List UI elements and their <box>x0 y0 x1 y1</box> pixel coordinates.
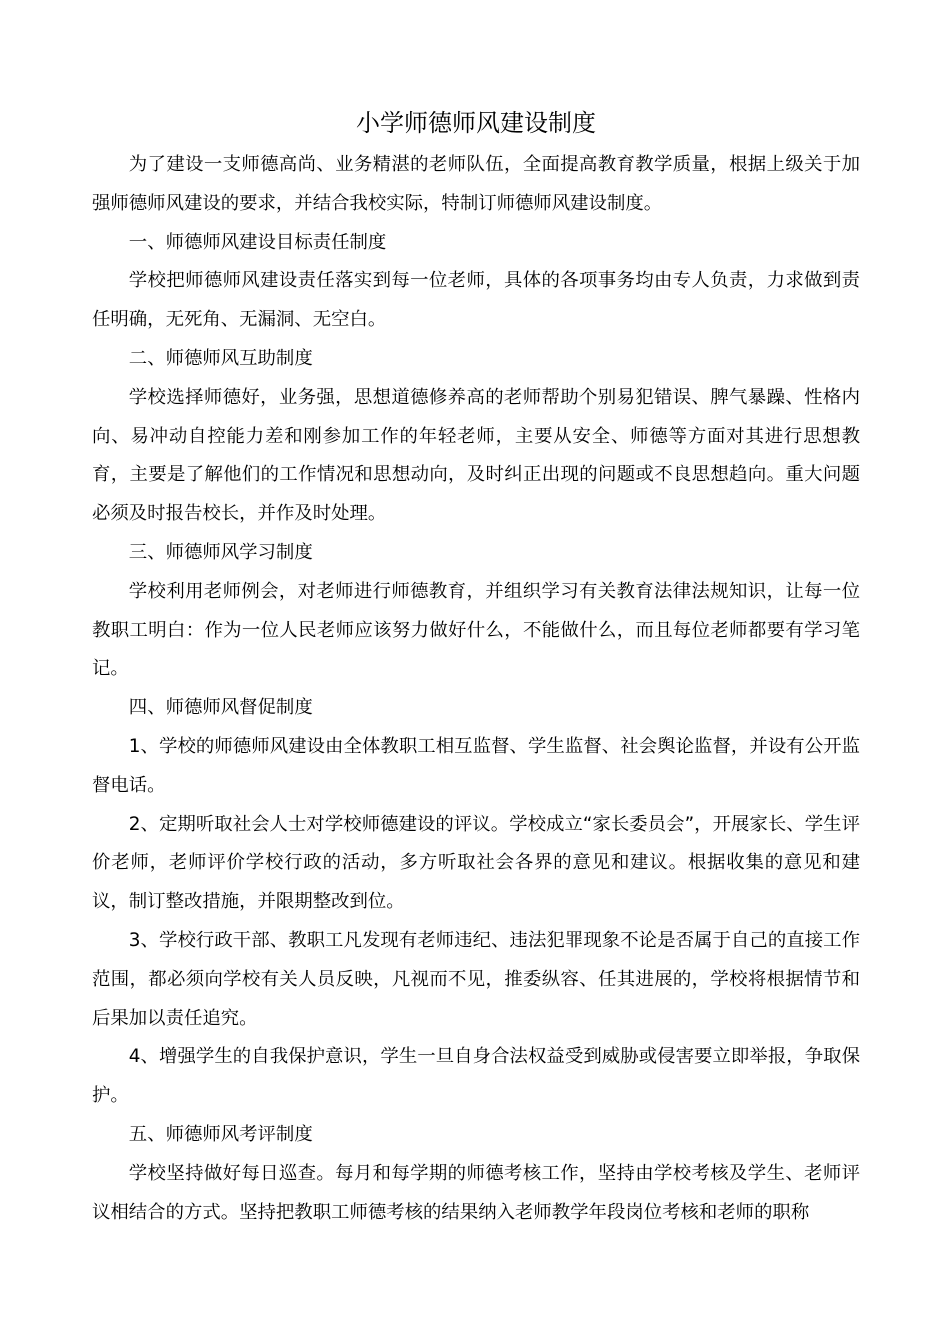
section-4-item-2: 2、定期听取社会人士对学校师德建设的评议。学校成立“家长委员会”，开展家长、学生评价老师，老师评价学校行政的活动，多方听取社会各界的意见和建议。根据收集的意见和建议，制订整改措施，并限期整改到位。 <box>92 813 860 913</box>
section-heading-1: 一、师德师风建设目标责任制度 <box>128 231 387 253</box>
section-heading-2: 二、师德师风互助制度 <box>128 347 313 369</box>
section-heading-4: 四、师德师风督促制度 <box>128 697 313 719</box>
section-4-item-3: 3、学校行政干部、教职工凡发现有老师违纪、违法犯罪现象不论是否属于自己的直接工作范围，都必须向学校有关人员反映，凡视而不见，推委纵容、任其进展的，学校将根据情节和后果加以责任追究。 <box>92 929 860 1029</box>
section-heading-5: 五、师德师风考评制度 <box>128 1123 313 1145</box>
section-4-item-4: 4、增强学生的自我保护意识，学生一旦自身合法权益受到威胁或侵害要立即举报，争取保护。 <box>92 1046 860 1107</box>
section-1-paragraph: 学校把师德师风建设责任落实到每一位老师，具体的各项事务均由专人负责，力求做到责任明确，无死角、无漏洞、无空白。 <box>92 270 860 331</box>
intro-paragraph: 为了建设一支师德高尚、业务精湛的老师队伍，全面提高教育教学质量，根据上级关于加强师德师风建设的要求，并结合我校实际，特制订师德师风建设制度。 <box>92 154 860 214</box>
section-5-paragraph: 学校坚持做好每日巡查。每月和每学期的师德考核工作，坚持由学校考核及学生、老师评议相结合的方式。坚持把教职工师德考核的结果纳入老师教学年段岗位考核和老师的职称 <box>92 1162 860 1223</box>
section-4-item-1: 1、学校的师德师风建设由全体教职工相互监督、学生监督、社会舆论监督，并设有公开监督电话。 <box>92 735 860 796</box>
section-3-paragraph: 学校利用老师例会，对老师进行师德教育，并组织学习有关教育法律法规知识，让每一位教职工明白：作为一位人民老师应该努力做好什么，不能做什么，而且每位老师都要有学习笔记。 <box>92 580 860 680</box>
section-2-paragraph: 学校选择师德好，业务强，思想道德修养高的老师帮助个别易犯错误、脾气暴躁、性格内向、易冲动自控能力差和刚参加工作的年轻老师，主要从安全、师德等方面对其进行思想教育，主要是了解他们的工作情况和思想动向，及时纠正出现的问题或不良思想趋向。重大问题必须及时报告校长，并作及时处理。 <box>92 386 860 525</box>
section-heading-3: 三、师德师风学习制度 <box>128 541 313 563</box>
document-title: 小学师德师风建设制度 <box>356 109 596 137</box>
document-page <box>92 100 860 1232</box>
